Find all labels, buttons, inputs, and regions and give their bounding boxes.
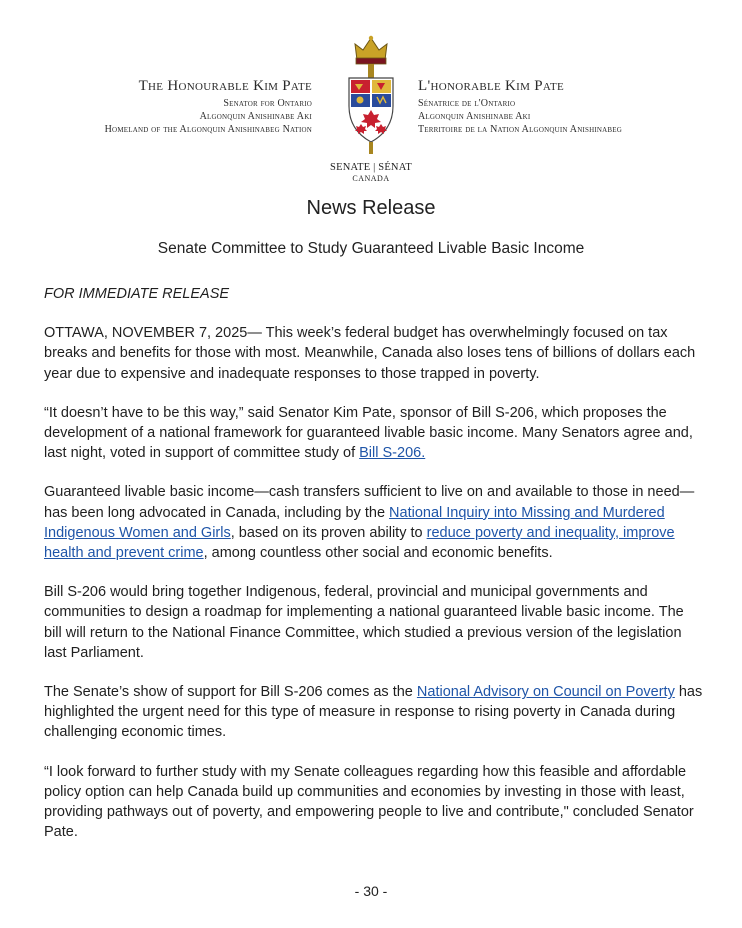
homeland-fr: Territoire de la Nation Algonquin Anishinabeg [418, 124, 622, 135]
release-body [44, 284, 704, 861]
release-subtitle: Senate Committee to Study Guaranteed Livable Basic Income [157, 240, 585, 257]
paragraph-3-text-b: , based on its proven ability to [230, 524, 427, 541]
paragraph-1: OTTAWA, NOVEMBER 7, 2025— This week’s federal budget has overwhelmingly focused on tax breaks and benefits for those with most. Meanwhile, Canada also loses tens of billions of dollars each year due to expensive and inadequate responses to those trapped in poverty. [44, 325, 696, 382]
paragraph-5-text-b: has highlighted the urgent need for this type of measure in response to rising poverty in Canada during challenging economic times. [44, 684, 703, 741]
advisory-council-link[interactable]: National Advisory on Council on Poverty [416, 684, 675, 701]
paragraph-3-text-c: , among countless other social and economic benefits. [203, 545, 553, 562]
page-number: - 30 - [354, 883, 388, 899]
page-title: News Release [306, 197, 436, 219]
senator-name-en: The Honourable Kim Pate [138, 78, 312, 94]
reduce-poverty-link[interactable]: reduce poverty and inequality, improve health and prevent crime [44, 524, 675, 562]
paragraph-6: “I look forward to further study with my Senate colleagues regarding how this feasible and affordable policy option can help Canada build up communities and economies by investing in those with least, providing pathways out of poverty, and empowering people to live and contribute," concluded Senator Pate. [44, 763, 694, 841]
territory-en: Algonquin Anishinabe Aki [199, 111, 312, 122]
letterhead-right [418, 78, 622, 136]
paragraph-3 [44, 482, 704, 563]
paragraph-4: Bill S-206 would bring together Indigenous, federal, provincial and municipal governments and communities to design a roadmap for implementing a national guaranteed livable basic income. The bill will return to the National Finance Committee, which studied a previous version of the legislation last Parliament. [44, 584, 684, 661]
bill-s206-link[interactable]: Bill S-206. [359, 445, 426, 462]
senate-text: SENATE | SÉNAT [330, 162, 412, 173]
paragraph-2-text: “It doesn’t have to be this way,” said Senator Kim Pate, sponsor of Bill S-206, which proposes the development of a national framework for guaranteed livable basic income. Many Senators agree and, last night, voted in support of committee study of [44, 404, 693, 462]
senate-label [300, 162, 442, 183]
senator-name-fr: L'honorable Kim Pate [418, 78, 564, 94]
senator-title-en: Senator for Ontario [223, 98, 312, 109]
homeland-en: Homeland of the Algonquin Anishinabeg Nation [104, 124, 312, 135]
canada-text: CANADA [352, 174, 390, 183]
letterhead-left [105, 78, 312, 136]
letterhead [0, 30, 742, 190]
territory-fr: Algonquin Anishinabe Aki [418, 111, 531, 122]
paragraph-5-text-a: The Senate’s show of support for Bill S-206 comes as the [44, 684, 417, 701]
immediate-release-note: FOR IMMEDIATE RELEASE [44, 286, 230, 302]
paragraph-5 [44, 682, 704, 743]
paragraph-2 [44, 403, 704, 464]
senator-title-fr: Sénatrice de l'Ontario [418, 98, 516, 109]
mmiwg-inquiry-link[interactable]: National Inquiry into Missing and Murdered Indigenous Women and Girls [44, 504, 665, 541]
senate-crest-icon [330, 34, 412, 162]
paragraph-3-text-a: Guaranteed livable basic income—cash transfers sufficient to live on and available to those in need—has been long advocated in Canada, including by the [44, 484, 695, 521]
